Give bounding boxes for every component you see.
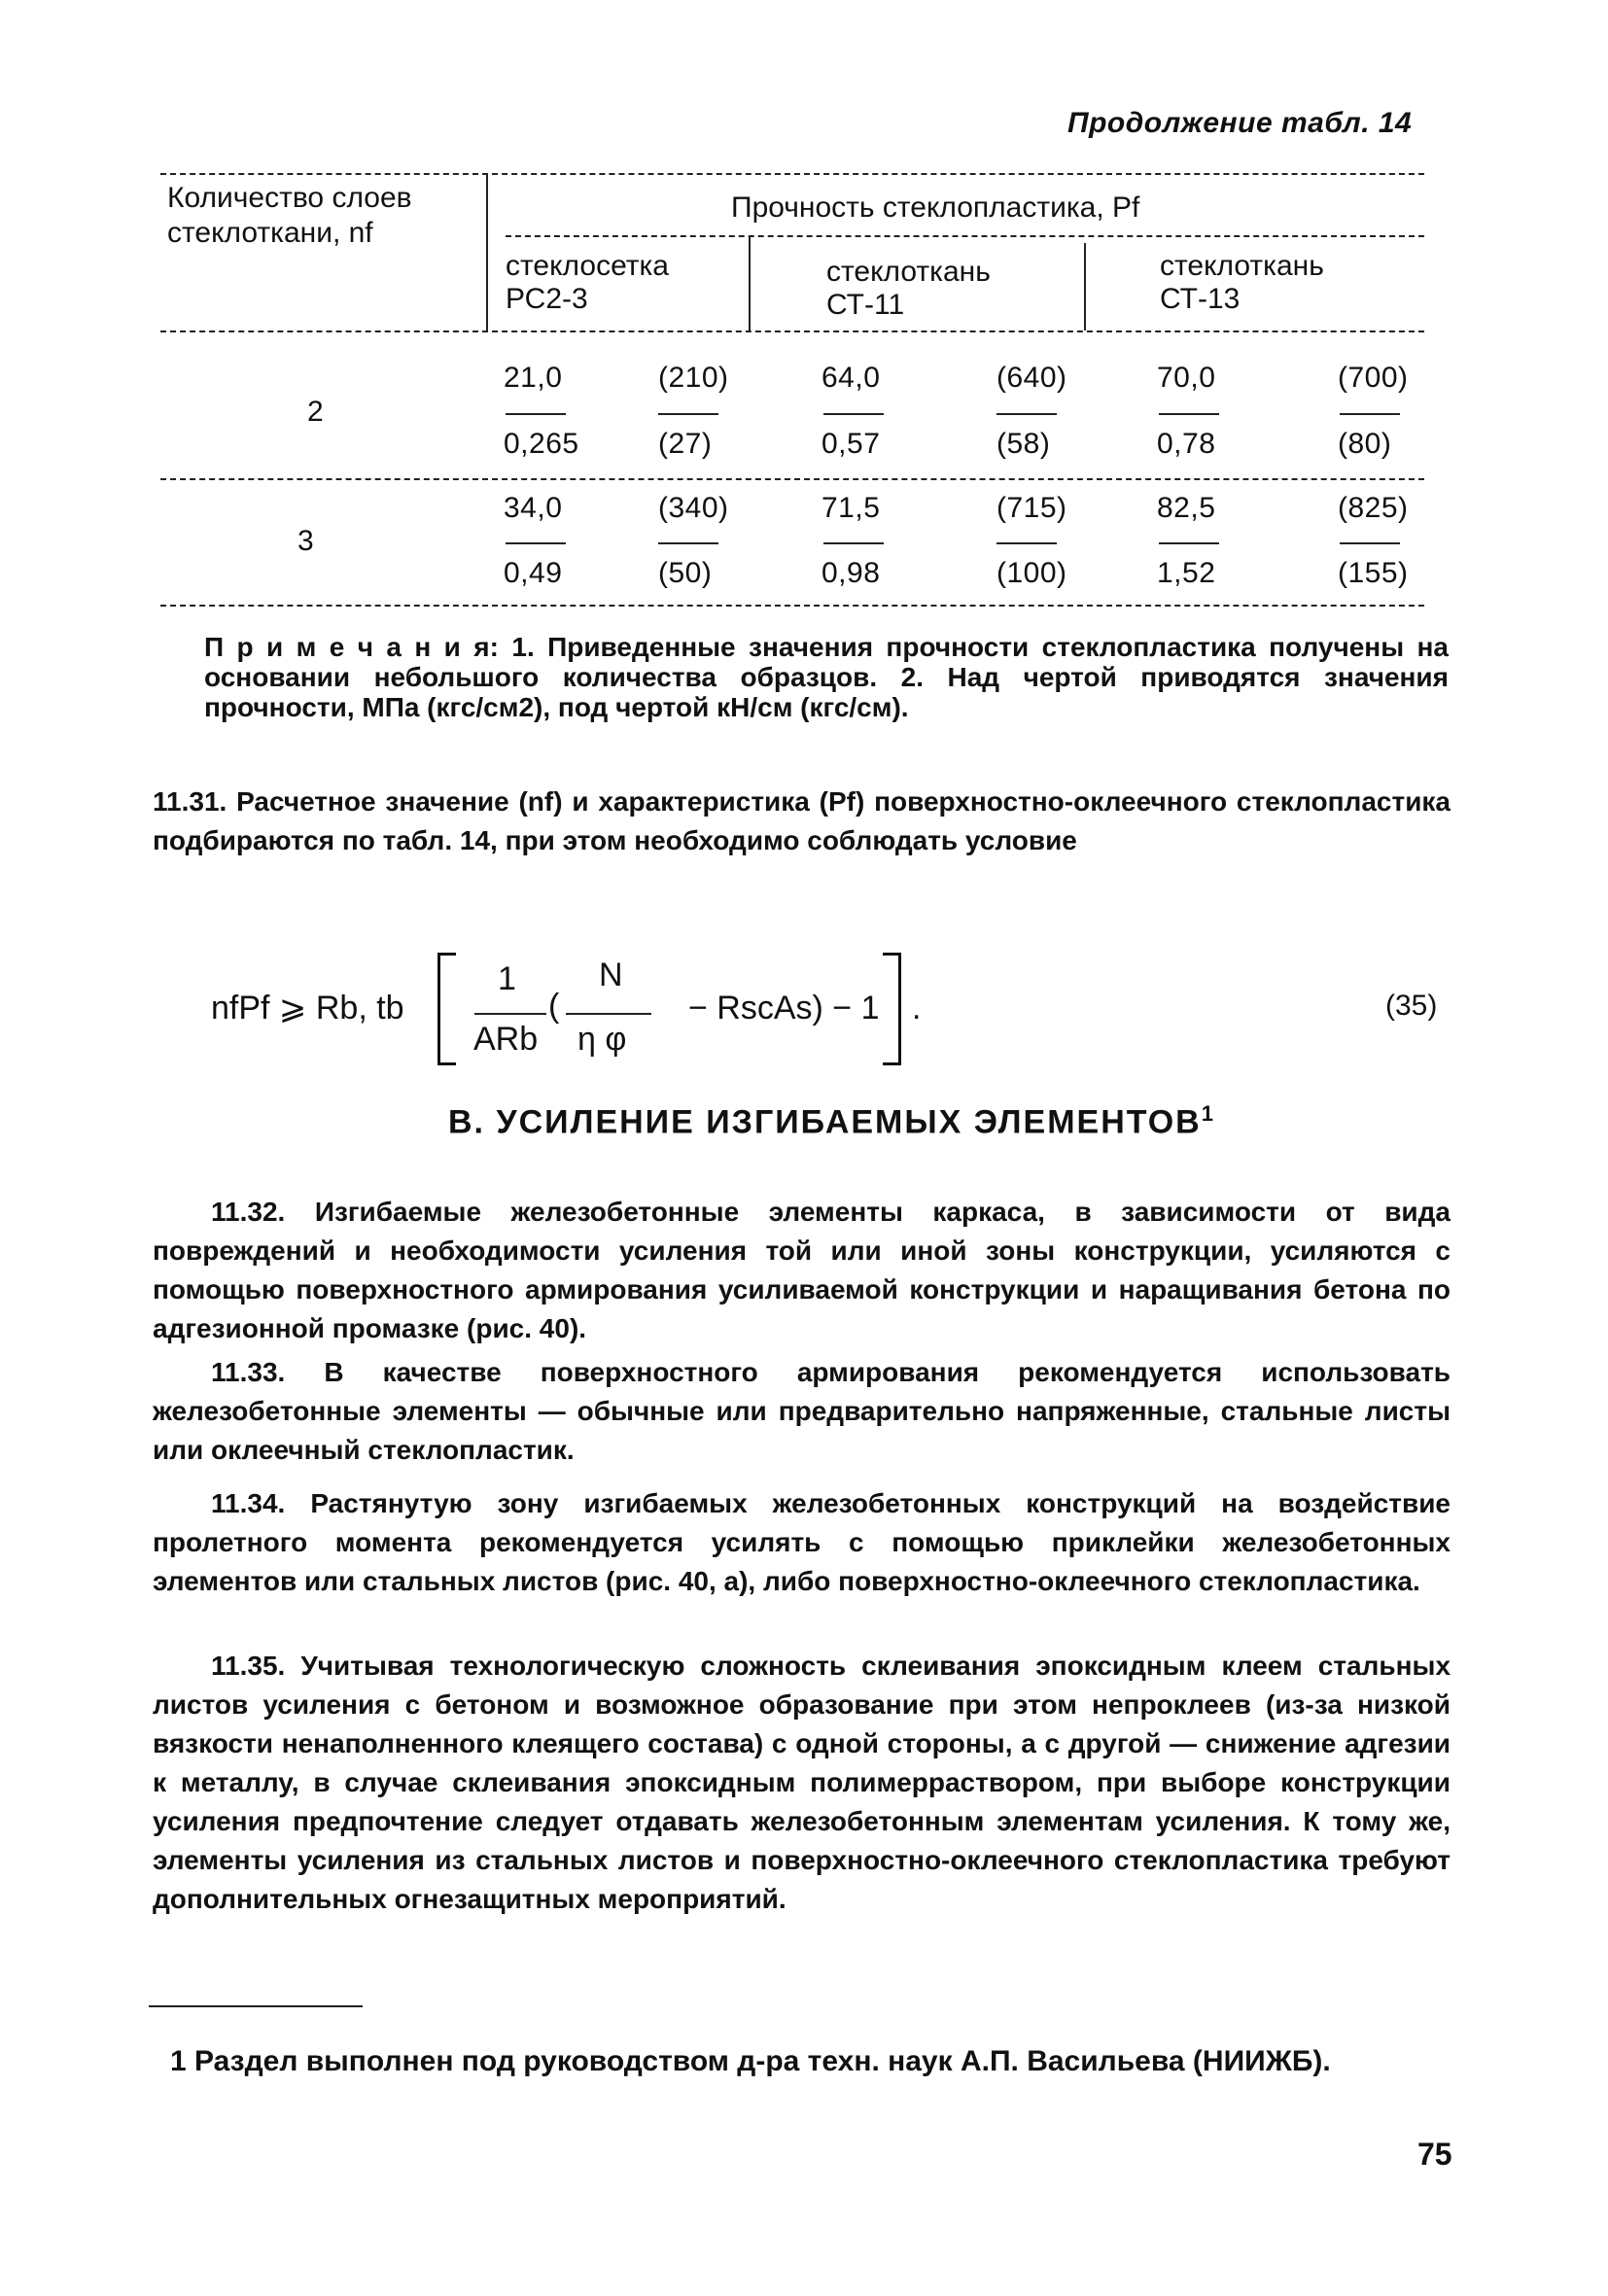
paragraph-text: Учитывая технологическую сложность склеивания эпоксидным клеем стальных листов усиления с бетоном и возможное образование при этом непроклеев (из-за низкой вязкости ненаполненного клеящего состава) с одной стороны, а с другой — снижение адгезии к металлу, в случае склеивания эпоксидным полимерраствором, при выборе конструкции усиления предпочтение следует отдавать железобетонным элементам усиления. К тому же, элементы усиления из стальных листов и поверхностно-оклеечного стеклопластика требуют дополнительных огнезащитных мероприятий. [153,1651,1451,1914]
footnote: 1 Раздел выполнен под руководством д-ра техн. наук А.П. Васильева (НИИЖБ). [170,2045,1331,2077]
subheader-rs23-line2: РС2-3 [506,283,588,315]
table-caption: Продолжение табл. 14 [1067,107,1413,139]
cell-value: (27) [658,428,713,460]
subheader-st11-line2: СТ-11 [826,289,905,321]
cell-value: 0,57 [821,428,881,460]
cell-value: (700) [1338,362,1409,394]
page-number: 75 [1417,2137,1452,2172]
formula-open-paren: ( [548,988,560,1025]
paragraph-number: 11.32. [211,1197,286,1227]
row-layer-count: 3 [297,525,315,557]
fraction-bar [506,542,566,544]
table-divider [486,173,488,330]
bracket-right [883,953,901,1065]
footnote-rule [149,2005,363,2007]
subheader-rs23-line1: стеклосетка [506,250,669,282]
fraction-bar [996,542,1057,544]
section-title-text: В. УСИЛЕНИЕ ИЗГИБАЕМЫХ ЭЛЕМЕНТОВ [448,1103,1202,1141]
paragraph-number: 11.33. [211,1357,286,1387]
formula-fraction-bar [474,1013,546,1015]
fraction-bar [1340,413,1400,415]
table-bottom-rule [160,605,1424,607]
subheader-st13-line2: СТ-13 [1160,283,1241,315]
subheader-divider-1 [749,237,751,330]
paragraph-text: Изгибаемые железобетонные элементы каркаса, в зависимости от вида повреждений и необходимости усиления той или иной зоны конструкции, усиляются с помощью поверхностного армирования усиливаемой конструкции и наращивания бетона по адгезионной промазке (рис. 40). [153,1197,1451,1343]
cell-value: (210) [658,362,729,394]
formula-fraction-bar [566,1013,651,1015]
paragraph-number: 11.31. [153,786,227,817]
formula-numerator: 1 [498,960,516,997]
paragraph-11-34 [153,1484,1451,1601]
fraction-bar [996,413,1057,415]
cell-value: (100) [996,557,1067,589]
cell-value: 1,52 [1157,557,1216,589]
header-strength: Прочность стеклопластика, Pf [731,191,1140,224]
header-mid-rule [506,235,1424,237]
cell-value: (58) [996,428,1051,460]
row-rule [160,478,1424,480]
row-layer-count: 2 [307,396,325,428]
fraction-bar [658,542,718,544]
paragraph-text: Расчетное значение (nf) и характеристика (Pf) поверхностно-оклеечного стеклопластика подбираются по табл. 14, при этом необходимо соблюдать условие [153,786,1451,855]
formula-n-top: N [599,957,623,993]
paragraph-11-33 [153,1353,1451,1470]
fraction-bar [1159,413,1219,415]
formula-period: . [912,990,922,1026]
header-layers-line1: Количество слоев [167,182,412,214]
cell-value: 71,5 [821,492,881,524]
subheader-st13-line1: стеклоткань [1160,250,1324,282]
paragraph-text: Растянутую зону изгибаемых железобетонных конструкций на воздействие пролетного момента рекомендуется усилять с помощью приклейки железобетонных элементов или стальных листов (рис. 40, а), либо поверхностно-оклеечного стеклопластика. [153,1488,1451,1596]
cell-value: (640) [996,362,1067,394]
fraction-bar [658,413,718,415]
paragraph-11-32 [153,1193,1451,1348]
table-top-rule [160,173,1424,175]
formula-n-bottom: η φ [577,1021,627,1058]
cell-value: 0,98 [821,557,881,589]
fraction-bar [506,413,566,415]
paragraph-11-31 [153,783,1451,860]
header-layers-line2: стеклоткани, nf [167,217,373,249]
cell-value: (825) [1338,492,1409,524]
cell-value: 0,49 [504,557,563,589]
cell-value: (340) [658,492,729,524]
header-bottom-rule [160,330,1424,332]
table-notes: П р и м е ч а н и я: 1. Приведенные значения прочности стеклопластика получены на основании небольшого количества образцов. 2. Над чертой приводятся значения прочности, МПа (кгс/см2), под чертой кН/см (кгс/см). [204,632,1449,722]
cell-value: 82,5 [1157,492,1216,524]
formula-number: (35) [1385,990,1438,1022]
section-title [448,1101,1215,1141]
formula-tail: − RscAs) − 1 [688,990,880,1026]
cell-value: 64,0 [821,362,881,394]
formula-lhs: nfPf ⩾ Rb, tb [211,990,404,1026]
fraction-bar [823,542,884,544]
subheader-st11-line1: стеклоткань [826,256,991,288]
paragraph-number: 11.35. [211,1651,286,1681]
bracket-left [437,953,456,1065]
paragraph-11-35 [153,1647,1451,1919]
fraction-bar [823,413,884,415]
cell-value: 34,0 [504,492,563,524]
cell-value: (80) [1338,428,1392,460]
fraction-bar [1340,542,1400,544]
paragraph-text: В качестве поверхностного армирования рекомендуется использовать железобетонные элементы — обычные или предварительно напряженные, стальные листы или оклеечный стеклопластик. [153,1357,1451,1465]
fraction-bar [1159,542,1219,544]
cell-value: 70,0 [1157,362,1216,394]
footnote-mark: 1 [1201,1101,1215,1126]
cell-value: 0,265 [504,428,579,460]
cell-value: 21,0 [504,362,563,394]
cell-value: 0,78 [1157,428,1216,460]
cell-value: (715) [996,492,1067,524]
cell-value: (50) [658,557,713,589]
cell-value: (155) [1338,557,1409,589]
subheader-divider-2 [1084,243,1086,330]
formula-denominator: ARb [473,1021,539,1058]
paragraph-number: 11.34. [211,1488,286,1518]
